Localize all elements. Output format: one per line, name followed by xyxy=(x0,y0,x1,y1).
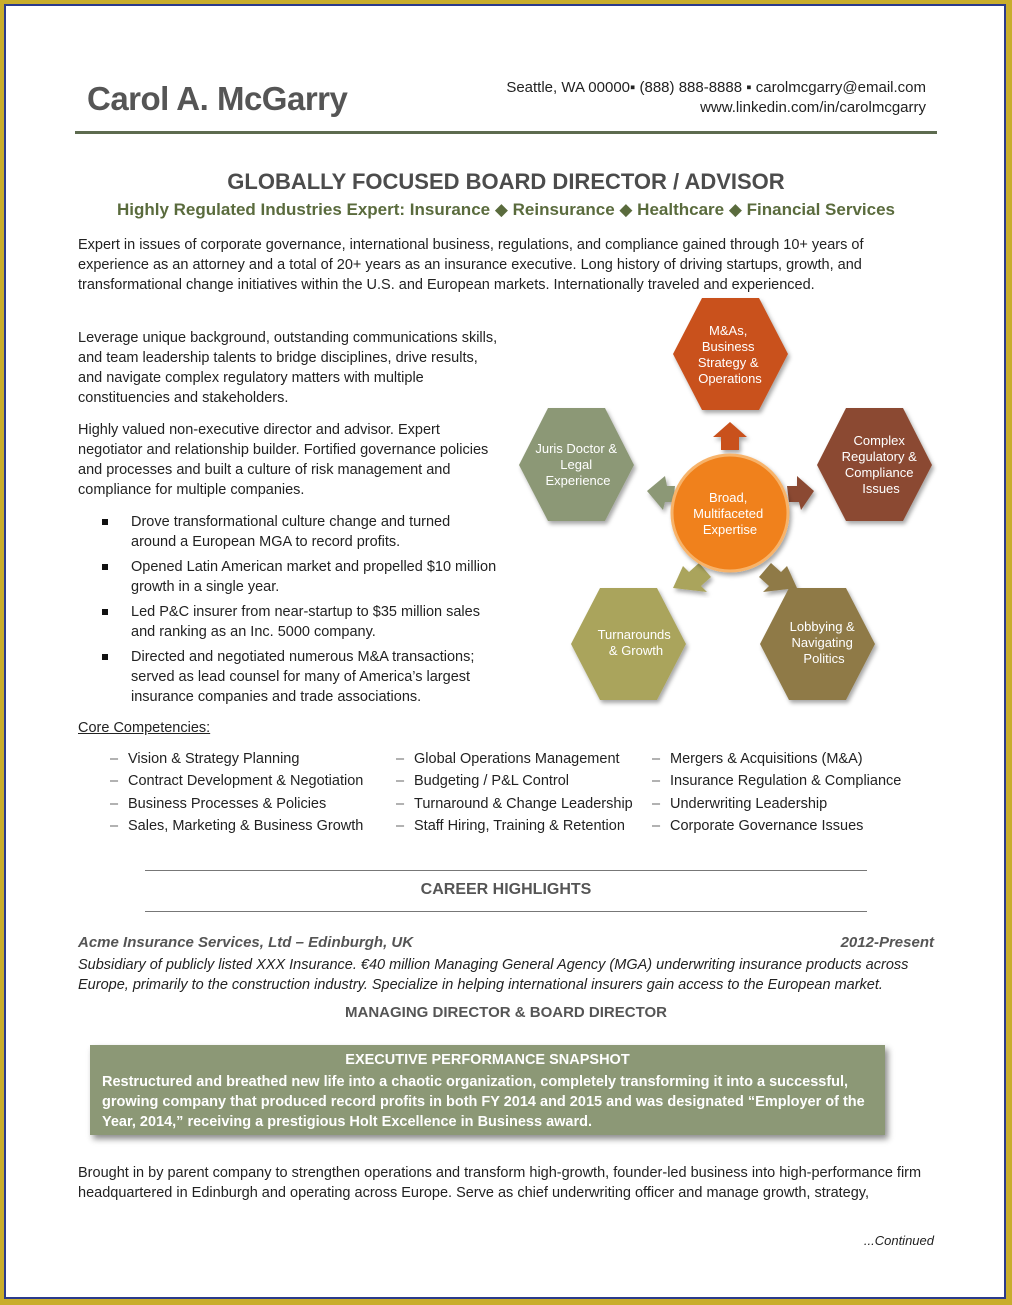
bullet-square-icon xyxy=(102,519,108,525)
list-item xyxy=(98,602,498,642)
section-divider-top xyxy=(145,870,867,871)
linkedin-url: www.linkedin.com/in/carolmcgarry xyxy=(700,99,926,116)
summary-paragraph-1: Expert in issues of corporate governance, international business, regulations, and compliance gained through 10+ years of experience as an attorney and a total of 20+ years as an insurance executive. Long history of driving startups, growth, and transformational change initiatives within the U.S. and European markets. Internationally traveled and experienced. xyxy=(78,237,864,293)
competency-column-2 xyxy=(396,748,633,837)
dash-icon: – xyxy=(110,773,119,790)
dash-icon: – xyxy=(110,751,119,767)
hex-bottom-right-line: Lobbying & xyxy=(789,619,855,634)
arrow-right-icon xyxy=(787,476,814,510)
arrow-up-icon xyxy=(713,422,747,450)
hex-top-line: Strategy & xyxy=(697,355,759,370)
hex-bottom-left xyxy=(571,588,686,700)
candidate-name: Carol A. McGarry xyxy=(87,80,348,117)
competency-column-1 xyxy=(110,748,363,837)
bullet-square-icon xyxy=(102,609,108,615)
hex-bottom-right-line: Navigating xyxy=(791,635,853,650)
employment-dates: 2012-Present xyxy=(840,934,934,951)
list-item xyxy=(98,557,498,597)
headline: GLOBALLY FOCUSED BOARD DIRECTOR / ADVISOR xyxy=(227,169,785,194)
continued-note: ...Continued xyxy=(863,1233,934,1248)
dash-icon: – xyxy=(396,751,405,767)
center-node xyxy=(672,455,788,571)
snapshot-title: EXECUTIVE PERFORMANCE SNAPSHOT xyxy=(345,1052,630,1068)
hex-top-line: Business xyxy=(701,339,755,354)
hex-right-line: Regulatory & xyxy=(841,449,917,464)
snapshot-body: Restructured and breathed new life into a chaotic organization, completely transforming it into a successful, growing company that produced record profits in both FY 2014 and 2015 and was designated “Employer of the Year, 2014,” receiving a prestigious Holt Excellence in Business award. xyxy=(102,1074,865,1130)
center-line: Multifaceted xyxy=(693,506,764,521)
company-name: Acme Insurance Services, Ltd – Edinburgh, UK xyxy=(78,934,414,951)
competency-item: – Insurance Regulation & Compliance xyxy=(652,770,901,792)
dash-icon: – xyxy=(396,817,405,834)
competency-item: – Sales, Marketing & Business Growth xyxy=(110,815,363,837)
achievement-list xyxy=(98,512,498,712)
job-title: MANAGING DIRECTOR & BOARD DIRECTOR xyxy=(345,1004,667,1021)
list-item xyxy=(98,512,498,552)
competency-item: – Vision & Strategy Planning xyxy=(110,748,363,770)
dash-icon: – xyxy=(652,751,661,767)
dash-icon: – xyxy=(110,817,119,834)
bullet-square-icon xyxy=(102,654,108,660)
hex-bottom-right-line: Politics xyxy=(803,651,845,666)
header-divider xyxy=(75,131,937,134)
hex-bottom-left-line: & Growth xyxy=(608,643,664,658)
competency-item: – Global Operations Management xyxy=(396,748,633,770)
dash-icon: – xyxy=(652,773,661,790)
dash-icon: – xyxy=(110,795,119,812)
hex-left xyxy=(519,408,634,521)
competency-item: – Mergers & Acquisitions (M&A) xyxy=(652,748,901,770)
hexagon-top xyxy=(673,298,788,410)
dash-icon: – xyxy=(652,817,661,834)
competency-item: – Contract Development & Negotiation xyxy=(110,770,363,792)
competency-item: – Corporate Governance Issues xyxy=(652,815,901,837)
arrow-down-right-icon xyxy=(759,563,797,592)
arrow-left-icon xyxy=(647,476,675,510)
competency-item: – Budgeting / P&L Control xyxy=(396,770,633,792)
dash-icon: – xyxy=(652,795,661,812)
hex-top-line: Operations xyxy=(698,371,762,386)
core-competencies-title: Core Competencies: xyxy=(78,720,211,736)
bullet-text: Directed and negotiated numerous M&A transactions; served as lead counsel for many of America’s largest insurance companies and trade associations. xyxy=(131,649,475,705)
subheadline: Highly Regulated Industries Expert: Insurance ◆ Reinsurance ◆ Healthcare ◆ Financial Services xyxy=(116,200,896,219)
center-line: Expertise xyxy=(702,522,758,537)
competency-column-3 xyxy=(652,748,901,837)
company-description: Subsidiary of publicly listed XXX Insurance. €40 million Managing General Agency (MGA) underwriting insurance products across Europe, primarily to the construction industry. Specialize in helping international insurers gain access to the European market. xyxy=(78,957,909,993)
hex-left-line: Juris Doctor & xyxy=(535,441,618,456)
hex-right-line: Complex xyxy=(853,433,905,448)
bullet-text: Drove transformational culture change and turned around a European MGA to record profits. xyxy=(131,514,451,550)
svg-text:Turnarounds & Growth xyxy=(598,627,675,658)
bullet-square-icon xyxy=(102,564,108,570)
career-highlights-heading: CAREER HIGHLIGHTS xyxy=(420,881,592,898)
hex-bottom-left-line: Turnarounds xyxy=(597,627,671,642)
bullet-text: Opened Latin American market and propelled $10 million growth in a single year. xyxy=(131,559,497,595)
performance-snapshot-box xyxy=(90,1045,885,1135)
competency-item: – Staff Hiring, Training & Retention xyxy=(396,815,633,837)
bullet-text: Led P&C insurer from near-startup to $35 million sales and ranking as an Inc. 5000 company. xyxy=(131,604,480,640)
hex-right xyxy=(817,408,932,521)
hex-left-line: Experience xyxy=(545,473,611,488)
expertise-diagram xyxy=(505,290,965,710)
section-divider-bottom xyxy=(145,911,867,912)
arrow-down-left-icon xyxy=(673,563,711,592)
list-item xyxy=(98,647,498,707)
hex-top-line: M&As, xyxy=(709,323,748,338)
summary-paragraph-2: Leverage unique background, outstanding communications skills, and team leadership talents to bridge disciplines, drive results, and navigate complex regulatory matters with multiple constituencies and stakeholders. xyxy=(78,330,498,406)
hex-right-line: Issues xyxy=(862,481,900,496)
contact-line: Seattle, WA 00000▪ (888) 888-8888 ▪ carolmcgarry@email.com xyxy=(506,79,926,96)
hex-left-line: Legal xyxy=(560,457,593,472)
role-description: Brought in by parent company to strengthen operations and transform high-growth, founder-led business into high-performance firm headquartered in Edinburgh and operating across Europe. Serve as chief underwriting officer and manage growth, strategy, xyxy=(78,1165,922,1201)
hex-bottom-right xyxy=(760,588,875,700)
hex-top xyxy=(673,298,788,410)
competency-item: – Turnaround & Change Leadership xyxy=(396,793,633,815)
center-line: Broad, xyxy=(709,490,748,505)
dash-icon: – xyxy=(396,795,405,812)
competency-item: – Underwriting Leadership xyxy=(652,793,901,815)
summary-paragraph-3: Highly valued non-executive director and advisor. Expert negotiator and relationship builder. Fortified governance policies and processes and built a culture of risk management and compliance for multiple companies. xyxy=(78,422,489,498)
dash-icon: – xyxy=(396,773,405,790)
hex-right-line: Compliance xyxy=(844,465,914,480)
competency-item: – Business Processes & Policies xyxy=(110,793,363,815)
